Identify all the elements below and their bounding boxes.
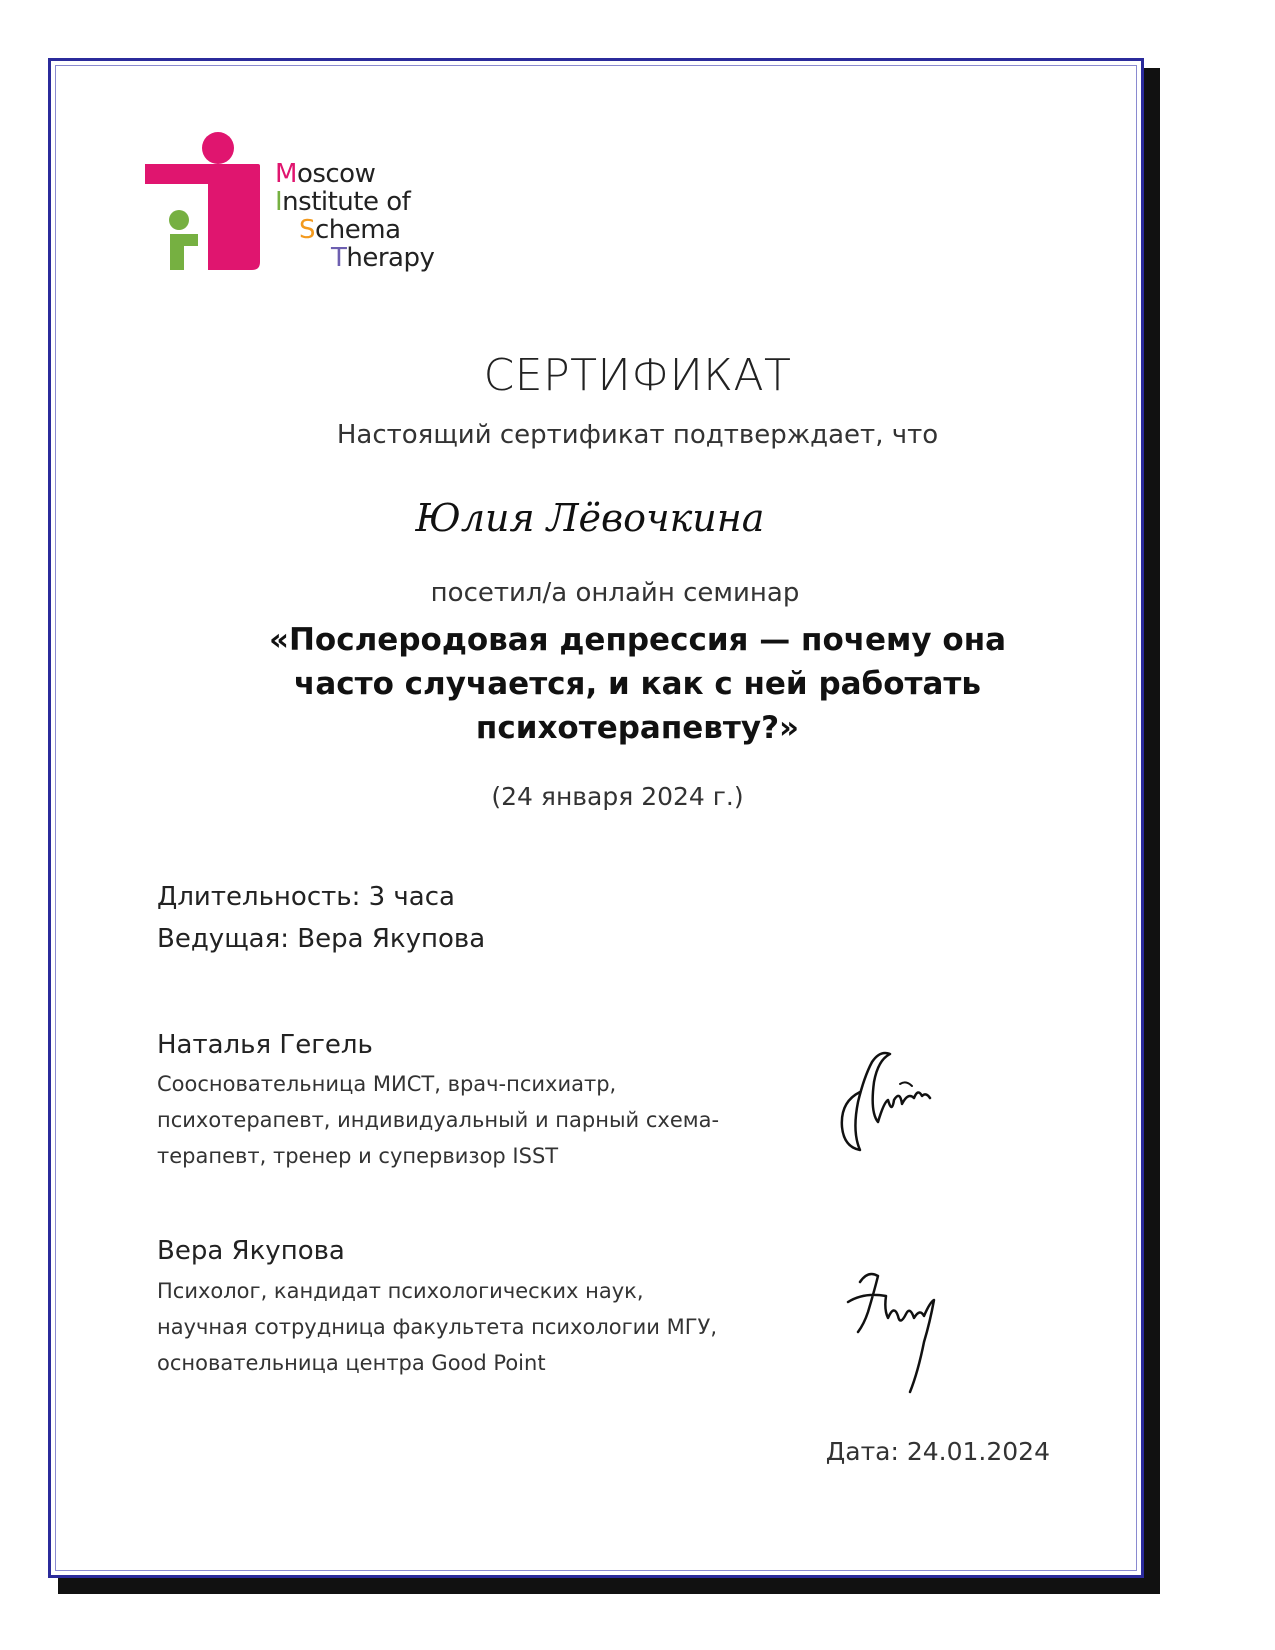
logo-wordmark (275, 160, 434, 272)
recipient-name: Юлия Лёвочкина (415, 496, 765, 540)
logo-letter: I (275, 187, 283, 217)
description-line: основательница центра Good Point (157, 1351, 546, 1375)
logo-letter: S (299, 215, 316, 245)
seminar-title (160, 618, 1115, 750)
event-date: (24 января 2024 г.) (491, 782, 744, 811)
description-line: научная сотрудница факультета психологии МГУ, (157, 1315, 717, 1339)
signature-gegel-icon (830, 1042, 950, 1157)
logo-line-moscow (275, 160, 434, 188)
signatory-description (157, 1066, 757, 1174)
institute-logo (140, 130, 480, 280)
logo-letter: M (275, 159, 297, 189)
logo-text-schema: chema (315, 215, 401, 245)
logo-text-moscow: oscow (296, 159, 376, 189)
certificate-subtitle: Настоящий сертификат подтверждает, что (336, 420, 939, 450)
seminar-title-line: часто случается, и как с ней работать (294, 666, 981, 702)
logo-letter: T (331, 243, 347, 273)
description-line: психотерапевт, индивидуальный и парный схема- (157, 1108, 720, 1132)
seminar-title-line: «Послеродовая депрессия — почему она (268, 622, 1007, 658)
description-line: Психолог, кандидат психологических наук, (157, 1279, 644, 1303)
logo-text-therapy: herapy (346, 243, 435, 273)
logo-line-institute (275, 188, 434, 216)
logo-text-institute: nstitute of (282, 187, 411, 217)
description-line: терапевт, тренер и супервизор ISST (157, 1144, 559, 1168)
host-text: Ведущая: Вера Якупова (157, 924, 486, 954)
seminar-title-line: психотерапевту?» (475, 710, 800, 746)
logo-line-schema (275, 216, 434, 244)
signature-yakupova-icon (838, 1262, 953, 1402)
attended-text: посетил/а онлайн семинар (430, 578, 800, 608)
signatory-name: Наталья Гегель (157, 1030, 373, 1060)
certificate-title: СЕРТИФИКАТ (483, 350, 792, 401)
duration-text: Длительность: 3 часа (157, 882, 455, 912)
description-line: Сооснователь​ница МИСТ, врач-психиатр, (157, 1072, 617, 1096)
logo-line-therapy (275, 244, 434, 272)
issue-date: Дата: 24.01.2024 (825, 1437, 1050, 1466)
signatory-description (157, 1273, 757, 1381)
logo-figure-icon (140, 130, 270, 275)
signatory-name: Вера Якупова (157, 1236, 345, 1266)
